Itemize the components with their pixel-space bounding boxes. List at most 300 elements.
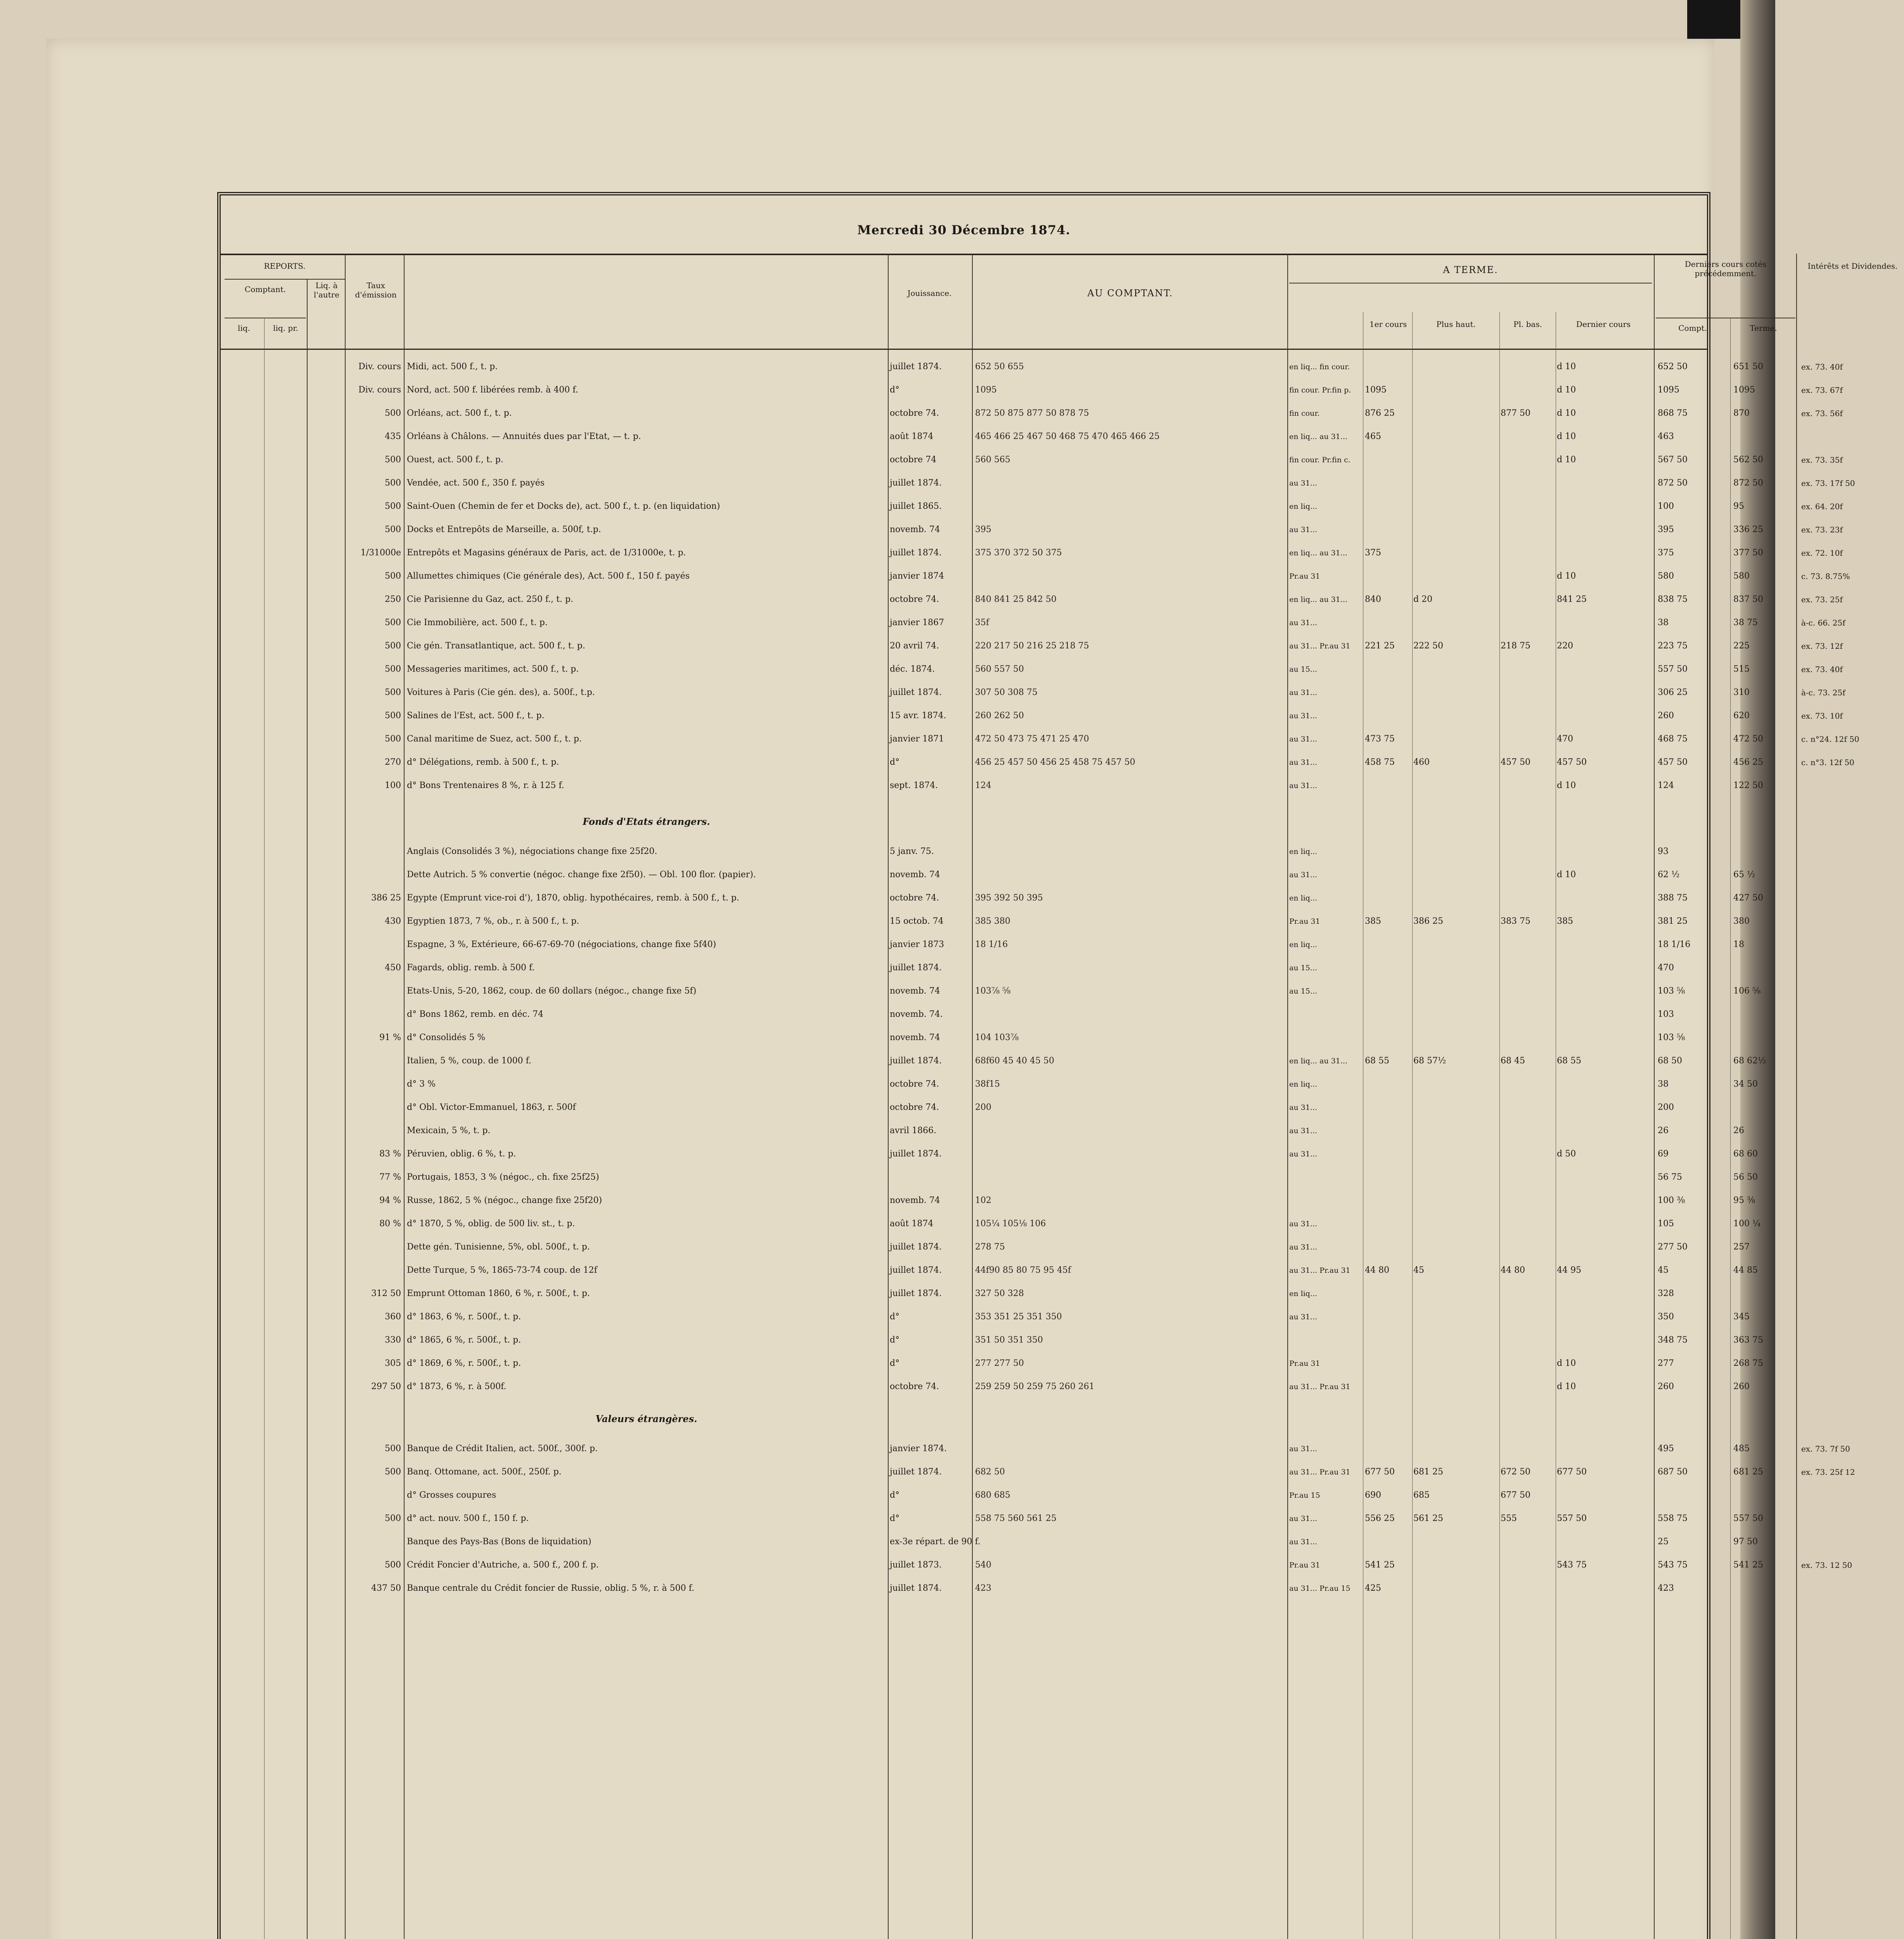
prev-terme-cell: 515 (1733, 664, 1750, 674)
security-name: d° 1870, 5 %, oblig. de 500 liv. st., t. p. (407, 1219, 575, 1229)
prev-terme-cell: 68 62½ (1733, 1056, 1766, 1066)
comptant-prices: 277 277 50 (975, 1358, 1024, 1368)
dividend-cell: ex. 73. 12f (1801, 641, 1843, 651)
table-row (221, 959, 1707, 976)
prev-comptant-cell: 495 (1658, 1444, 1674, 1453)
jouissance-cell: juillet 1874. (890, 548, 942, 558)
table-row (221, 1510, 1763, 1527)
jouissance-cell: novemb. 74 (890, 1033, 940, 1042)
security-name: Banque des Pays-Bas (Bons de liquidation) (407, 1537, 591, 1547)
security-name: Italien, 5 %, coup. de 1000 f. (407, 1056, 532, 1066)
header-dernier-cours: Dernier cours (1576, 320, 1631, 329)
taux-cell: 312 50 (371, 1289, 401, 1298)
security-name: d° act. nouv. 500 f., 150 f. p. (407, 1514, 529, 1523)
jouissance-cell: juillet 1874. (890, 1583, 942, 1593)
table-row (221, 475, 1855, 492)
header-a-terme: A TERME. (1443, 264, 1498, 275)
last-price-cell: 543 75 (1557, 1560, 1587, 1570)
jouissance-cell: juillet 1874. (890, 1149, 942, 1159)
price-table-frame (217, 192, 1898, 1939)
terme-period-label: au 31... (1289, 525, 1317, 534)
header-interets: Intérêts et Dividendes. (1807, 261, 1898, 271)
prev-terme-cell: 345 (1733, 1312, 1750, 1322)
jouissance-cell: janvier 1873 (890, 940, 944, 949)
security-name: d° 3 % (407, 1079, 436, 1089)
taux-cell: 437 50 (371, 1583, 401, 1593)
taux-cell: 500 (385, 734, 401, 744)
comptant-prices: 260 262 50 (975, 711, 1024, 721)
security-name: Allumettes chimiques (Cie générale des), Act. 500 f., 150 f. payés (407, 571, 690, 581)
jouissance-cell: 5 janv. 75. (890, 847, 934, 856)
table-row (221, 1378, 1750, 1395)
terme-period-label: au 31... Pr.au 15 (1289, 1584, 1351, 1593)
security-name: Dette Turque, 5 %, 1865-73-74 coup. de 12f (407, 1265, 597, 1275)
header-liq-pr: liq. pr. (273, 323, 298, 333)
security-name: Messageries maritimes, act. 500 f., t. p. (407, 664, 579, 674)
comptant-prices: 200 (975, 1103, 991, 1112)
prev-terme-cell: 95 ⅜ (1733, 1196, 1755, 1205)
terme-period-label: en liq... au 31... (1289, 432, 1347, 441)
table-row (221, 544, 1843, 562)
section-heading: Fonds d'Etats étrangers. (583, 816, 710, 827)
high-price-cell: 561 25 (1413, 1514, 1443, 1523)
prev-comptant-cell: 260 (1658, 711, 1674, 721)
low-price-cell: 672 50 (1501, 1467, 1530, 1477)
prev-comptant-cell: 69 (1658, 1149, 1669, 1159)
low-price-cell: 677 50 (1501, 1490, 1530, 1500)
prev-comptant-cell: 277 (1658, 1358, 1674, 1368)
comptant-prices: 327 50 328 (975, 1289, 1024, 1298)
terme-period-label: en liq... (1289, 502, 1317, 511)
terme-period-label: fin cour. Pr.fin p. (1289, 386, 1351, 394)
last-price-cell: d 10 (1557, 432, 1576, 441)
jouissance-cell: janvier 1871 (890, 734, 944, 744)
table-row (221, 1192, 1755, 1209)
last-price-cell: d 10 (1557, 455, 1576, 465)
comptant-prices: 307 50 308 75 (975, 688, 1038, 697)
comptant-prices: 220 217 50 216 25 218 75 (975, 641, 1089, 651)
low-price-cell: 877 50 (1501, 408, 1530, 418)
last-price-cell: d 10 (1557, 781, 1576, 790)
jouissance-cell: 20 avril 74. (890, 641, 939, 651)
jouissance-cell: octobre 74 (890, 455, 937, 465)
security-name: Emprunt Ottoman 1860, 6 %, r. 500f., t. p. (407, 1289, 590, 1298)
prev-terme-cell: 541 25 (1733, 1560, 1763, 1570)
taux-cell: 500 (385, 501, 401, 511)
terme-period-label: en liq... (1289, 1289, 1317, 1298)
prev-terme-cell: 257 (1733, 1242, 1750, 1252)
prev-terme-cell: 65 ½ (1733, 870, 1755, 880)
jouissance-cell: octobre 74. (890, 594, 939, 604)
taux-cell: 91 % (379, 1033, 401, 1042)
security-name: Cie Parisienne du Gaz, act. 250 f., t. p. (407, 594, 574, 604)
prev-terme-cell: 100 ¼ (1733, 1219, 1761, 1229)
first-price-cell: 541 25 (1365, 1560, 1395, 1570)
dividend-cell: à-c. 66. 25f (1801, 618, 1845, 627)
table-row (221, 358, 1843, 375)
terme-period-label: Pr.au 31 (1289, 572, 1320, 581)
first-price-cell: 876 25 (1365, 408, 1395, 418)
terme-period-label: au 31... (1289, 758, 1317, 767)
jouissance-cell: octobre 74. (890, 408, 939, 418)
high-price-cell: 222 50 (1413, 641, 1443, 651)
last-price-cell: d 10 (1557, 870, 1576, 880)
table-row (221, 913, 1750, 930)
terme-period-label: en liq... (1289, 847, 1317, 856)
comptant-prices: 1095 (975, 385, 997, 395)
taux-cell: 270 (385, 757, 401, 767)
prev-terme-cell: 44 85 (1733, 1265, 1758, 1275)
prev-comptant-cell: 103 (1658, 1009, 1674, 1019)
table-row (221, 405, 1843, 422)
jouissance-cell: juillet 1874. (890, 1056, 942, 1066)
last-price-cell: d 50 (1557, 1149, 1576, 1159)
prev-terme-cell: 336 25 (1733, 525, 1763, 534)
terme-period-label: en liq... au 31... (1289, 1057, 1347, 1065)
comptant-prices: 395 392 50 395 (975, 893, 1043, 903)
security-name: Portugais, 1853, 3 % (négoc., ch. fixe 25f25) (407, 1172, 599, 1182)
prev-terme-cell: 456 25 (1733, 757, 1763, 767)
jouissance-cell: janvier 1867 (890, 618, 944, 627)
terme-period-label: au 15... (1289, 987, 1317, 995)
terme-period-label: au 31... (1289, 1445, 1317, 1453)
prev-comptant-cell: 388 75 (1658, 893, 1688, 903)
terme-period-label: au 31... (1289, 1220, 1317, 1228)
prev-terme-cell: 557 50 (1733, 1514, 1763, 1523)
security-name: d° 1873, 6 %, r. à 500f. (407, 1382, 507, 1391)
jouissance-cell: novemb. 74 (890, 986, 940, 996)
terme-period-label: au 31... Pr.au 31 (1289, 1383, 1351, 1391)
rule-reports (225, 279, 345, 280)
comptant-prices: 560 565 (975, 455, 1010, 465)
prev-comptant-cell: 223 75 (1658, 641, 1688, 651)
table-row (221, 498, 1843, 515)
table-row (221, 684, 1845, 701)
terme-period-label: au 31... (1289, 735, 1317, 743)
prev-terme-cell: 122 50 (1733, 781, 1763, 790)
header-liq: liq. (238, 323, 250, 333)
table-row (221, 1169, 1758, 1186)
prev-comptant-cell: 423 (1658, 1583, 1674, 1593)
taux-cell: 430 (385, 916, 401, 926)
last-price-cell: 385 (1557, 916, 1573, 926)
security-name: Dette gén. Tunisienne, 5%, obl. 500f., t. p. (407, 1242, 590, 1252)
last-price-cell: 44 95 (1557, 1265, 1581, 1275)
prev-comptant-cell: 838 75 (1658, 594, 1688, 604)
prev-comptant-cell: 45 (1658, 1265, 1669, 1275)
table-row (221, 731, 1859, 748)
low-price-cell: 68 45 (1501, 1056, 1525, 1066)
table-row (221, 1533, 1758, 1550)
table-row (221, 1029, 1707, 1046)
comptant-prices: 68f60 45 40 45 50 (975, 1056, 1055, 1066)
table-row (221, 1464, 1855, 1481)
security-name: d° Obl. Victor-Emmanuel, 1863, r. 500f (407, 1103, 576, 1112)
dividend-cell: ex. 72. 10f (1801, 548, 1843, 558)
security-name: Banque de Crédit Italien, act. 500f., 300f. p. (407, 1444, 598, 1453)
taux-cell: 94 % (379, 1196, 401, 1205)
comptant-prices: 385 380 (975, 916, 1010, 926)
dividend-cell: ex. 73. 25f 12 (1801, 1467, 1855, 1477)
prev-terme-cell: 56 50 (1733, 1172, 1758, 1182)
prev-terme-cell: 26 (1733, 1126, 1744, 1135)
comptant-prices: 105¼ 105⅛ 106 (975, 1219, 1046, 1229)
terme-period-label: au 31... (1289, 1313, 1317, 1321)
table-row (221, 1487, 1707, 1504)
prev-comptant-cell: 68 50 (1658, 1056, 1682, 1066)
jouissance-cell: déc. 1874. (890, 664, 935, 674)
last-price-cell: 68 55 (1557, 1056, 1581, 1066)
prev-comptant-cell: 1095 (1658, 385, 1679, 395)
prev-comptant-cell: 260 (1658, 1382, 1674, 1391)
prev-terme-cell: 363 75 (1733, 1335, 1763, 1345)
table-row (221, 661, 1843, 678)
prev-terme-cell: 310 (1733, 688, 1750, 697)
taux-cell: 77 % (379, 1172, 401, 1182)
comptant-prices: 35f (975, 618, 989, 627)
prev-terme-cell: 97 50 (1733, 1537, 1758, 1547)
last-price-cell: 220 (1557, 641, 1573, 651)
prev-terme-cell: 38 75 (1733, 618, 1758, 627)
prev-terme-cell: 562 50 (1733, 455, 1763, 465)
prev-terme-cell: 268 75 (1733, 1358, 1763, 1368)
taux-cell: 500 (385, 408, 401, 418)
prev-terme-cell: 18 (1733, 940, 1744, 949)
jouissance-cell: novemb. 74. (890, 1009, 943, 1019)
security-name: d° Bons Trentenaires 8 %, r. à 125 f. (407, 781, 564, 790)
terme-period-label: au 31... (1289, 781, 1317, 790)
comptant-prices: 680 685 (975, 1490, 1010, 1500)
comptant-prices: 465 466 25 467 50 468 75 470 465 466 25 (975, 432, 1160, 441)
table-row (221, 1557, 1852, 1574)
terme-period-label: au 31... (1289, 619, 1317, 627)
prev-terme-cell: 260 (1733, 1382, 1750, 1391)
table-row (221, 1099, 1707, 1116)
security-name: Saint-Ouen (Chemin de fer et Docks de), act. 500 f., t. p. (en liquidation) (407, 501, 720, 511)
prev-comptant-cell: 348 75 (1658, 1335, 1688, 1345)
taux-cell: 500 (385, 1514, 401, 1523)
taux-cell: 500 (385, 711, 401, 721)
prev-terme-cell: 620 (1733, 711, 1750, 721)
terme-period-label: au 31... (1289, 871, 1317, 879)
last-price-cell: d 10 (1557, 385, 1576, 395)
security-name: Fagards, oblig. remb. à 500 f. (407, 963, 535, 973)
prev-comptant-cell: 56 75 (1658, 1172, 1682, 1182)
first-price-cell: 221 25 (1365, 641, 1395, 651)
table-row (221, 568, 1850, 585)
terme-period-label: au 31... (1289, 712, 1317, 720)
security-name: Etats-Unis, 5-20, 1862, coup. de 60 dollars (négoc., change fixe 5f) (407, 986, 697, 996)
high-price-cell: d 20 (1413, 594, 1433, 604)
security-name: d° Délégations, remb. à 500 f., t. p. (407, 757, 559, 767)
security-name: Docks et Entrepôts de Marseille, a. 500f, t.p. (407, 525, 601, 534)
prev-terme-cell: 837 50 (1733, 594, 1763, 604)
jouissance-cell: novemb. 74 (890, 870, 940, 880)
security-name: Midi, act. 500 f., t. p. (407, 362, 498, 372)
security-name: Mexicain, 5 %, t. p. (407, 1126, 491, 1135)
last-price-cell: d 10 (1557, 1358, 1576, 1368)
dividend-cell: ex. 73. 35f (1801, 455, 1843, 465)
jouissance-cell: avril 1866. (890, 1126, 937, 1135)
header-terme: Terme. (1750, 323, 1777, 333)
jouissance-cell: d° (890, 1335, 900, 1345)
col-rule (1796, 254, 1797, 1939)
comptant-prices: 44f90 85 80 75 95 45f (975, 1265, 1071, 1275)
low-price-cell: 555 (1501, 1514, 1517, 1523)
security-name: Entrepôts et Magasins généraux de Paris, act. de 1/31000e, t. p. (407, 548, 686, 558)
prev-comptant-cell: 25 (1658, 1537, 1669, 1547)
dividend-cell: ex. 73. 67f (1801, 385, 1843, 395)
terme-period-label: Pr.au 31 (1289, 1561, 1320, 1569)
table-row (221, 1146, 1758, 1163)
comptant-prices: 278 75 (975, 1242, 1005, 1252)
taux-cell: 305 (385, 1358, 401, 1368)
prev-comptant-cell: 124 (1658, 781, 1674, 790)
taux-cell: 500 (385, 525, 401, 534)
prev-comptant-cell: 468 75 (1658, 734, 1688, 744)
jouissance-cell: août 1874 (890, 1219, 934, 1229)
page-title: Mercredi 30 Décembre 1874. (857, 223, 1070, 237)
security-name: Orléans à Châlons. — Annuités dues par l'Etat, — t. p. (407, 432, 641, 441)
comptant-prices: 872 50 875 877 50 878 75 (975, 408, 1089, 418)
last-price-cell: d 10 (1557, 1382, 1576, 1391)
terme-period-label: au 31... Pr.au 31 (1289, 1266, 1351, 1275)
table-row (221, 382, 1843, 399)
jouissance-cell: juillet 1874. (890, 963, 942, 973)
prev-terme-cell: 870 (1733, 408, 1750, 418)
terme-period-label: au 31... (1289, 1127, 1317, 1135)
jouissance-cell: janvier 1874 (890, 571, 944, 581)
comptant-prices: 103⅞ ⅝ (975, 986, 1011, 996)
prev-terme-cell: 377 50 (1733, 548, 1763, 558)
terme-period-label: au 31... (1289, 688, 1317, 697)
dividend-cell: ex. 64. 20f (1801, 502, 1843, 511)
security-name: Cie Immobilière, act. 500 f., t. p. (407, 618, 548, 627)
taux-cell: 297 50 (371, 1382, 401, 1391)
jouissance-cell: janvier 1874. (890, 1444, 947, 1453)
terme-period-label: en liq... (1289, 940, 1317, 949)
header-compt: Compt. (1678, 323, 1707, 333)
jouissance-cell: juillet 1874. (890, 1265, 942, 1275)
last-price-cell: 677 50 (1557, 1467, 1587, 1477)
taux-cell: 500 (385, 571, 401, 581)
high-price-cell: 386 25 (1413, 916, 1443, 926)
table-row (221, 866, 1755, 883)
security-name: Banq. Ottomane, act. 500f., 250f. p. (407, 1467, 562, 1477)
security-name: Russe, 1862, 5 % (négoc., change fixe 25f20) (407, 1196, 602, 1205)
dividend-cell: c. 73. 8.75% (1801, 572, 1850, 581)
security-name: Péruvien, oblig. 6 %, t. p. (407, 1149, 516, 1159)
prev-comptant-cell: 652 50 (1658, 362, 1688, 372)
last-price-cell: 457 50 (1557, 757, 1587, 767)
comptant-prices: 540 (975, 1560, 991, 1570)
prev-terme-cell: 485 (1733, 1444, 1750, 1453)
prev-terme-cell: 1095 (1733, 385, 1755, 395)
prev-terme-cell: 427 50 (1733, 893, 1763, 903)
jouissance-cell: d° (890, 1312, 900, 1322)
comptant-prices: 353 351 25 351 350 (975, 1312, 1062, 1322)
prev-comptant-cell: 381 25 (1658, 916, 1688, 926)
jouissance-cell: d° (890, 1514, 900, 1523)
prev-comptant-cell: 567 50 (1658, 455, 1688, 465)
terme-period-label: au 31... (1289, 1538, 1317, 1546)
table-row (221, 1239, 1750, 1256)
header-jouissance: Jouissance. (907, 289, 952, 298)
table-row (221, 1262, 1758, 1279)
security-name: d° Consolidés 5 % (407, 1033, 486, 1042)
high-price-cell: 45 (1413, 1265, 1424, 1275)
comptant-prices: 682 50 (975, 1467, 1005, 1477)
header-taux: Taux d'émission (355, 281, 397, 299)
jouissance-cell: août 1874 (890, 432, 934, 441)
terme-period-label: au 31... (1289, 479, 1317, 487)
table-row (221, 614, 1845, 631)
prev-terme-cell: 472 50 (1733, 734, 1763, 744)
dividend-cell: ex. 73. 25f (1801, 595, 1843, 604)
jouissance-cell: octobre 74. (890, 1382, 939, 1391)
jouissance-cell: octobre 74. (890, 1103, 939, 1112)
comptant-prices: 38f15 (975, 1079, 1000, 1089)
prev-terme-cell: 580 (1733, 571, 1750, 581)
taux-cell: Div. cours (358, 385, 401, 395)
prev-comptant-cell: 557 50 (1658, 664, 1688, 674)
prev-comptant-cell: 580 (1658, 571, 1674, 581)
high-price-cell: 681 25 (1413, 1467, 1443, 1477)
security-name: Orléans, act. 500 f., t. p. (407, 408, 512, 418)
jouissance-cell: d° (890, 757, 900, 767)
header-liq-a-lautre: Liq. à l'autre (313, 281, 340, 299)
security-name: d° Grosses coupures (407, 1490, 496, 1500)
prev-terme-cell: 380 (1733, 916, 1750, 926)
table-row (221, 843, 1707, 860)
terme-period-label: au 31... (1289, 1150, 1317, 1158)
comptant-prices: 840 841 25 842 50 (975, 594, 1057, 604)
table-row (221, 1440, 1850, 1457)
taux-cell: 330 (385, 1335, 401, 1345)
low-price-cell: 383 75 (1501, 916, 1530, 926)
table-row (221, 1215, 1761, 1232)
header-plus-haut: Plus haut. (1436, 320, 1476, 329)
dividend-cell: à-c. 73. 25f (1801, 688, 1845, 697)
comptant-prices: 472 50 473 75 471 25 470 (975, 734, 1089, 744)
low-price-cell: 457 50 (1501, 757, 1530, 767)
terme-period-label: au 31... Pr.au 31 (1289, 1468, 1351, 1476)
high-price-cell: 68 57½ (1413, 1056, 1446, 1066)
dividend-cell: ex. 73. 7f 50 (1801, 1444, 1850, 1453)
table-row (221, 777, 1763, 794)
jouissance-cell: 15 avr. 1874. (890, 711, 946, 721)
jouissance-cell: 15 octob. 74 (890, 916, 944, 926)
taux-cell: 500 (385, 478, 401, 488)
low-price-cell: 44 80 (1501, 1265, 1525, 1275)
taux-cell: 500 (385, 688, 401, 697)
last-price-cell: d 10 (1557, 362, 1576, 372)
terme-period-label: au 31... Pr.au 31 (1289, 642, 1351, 650)
terme-period-label: fin cour. Pr.fin c. (1289, 456, 1351, 464)
terme-period-label: fin cour. (1289, 409, 1320, 418)
table-row (221, 638, 1843, 655)
prev-comptant-cell: 306 25 (1658, 688, 1688, 697)
header-reports: REPORTS. (264, 261, 306, 271)
prev-comptant-cell: 277 50 (1658, 1242, 1688, 1252)
dividend-cell: ex. 73. 17f 50 (1801, 479, 1855, 488)
prev-comptant-cell: 100 ⅜ (1658, 1196, 1685, 1205)
prev-comptant-cell: 26 (1658, 1126, 1669, 1135)
taux-cell: 80 % (379, 1219, 401, 1229)
security-name: Voitures à Paris (Cie gén. des), a. 500f., t.p. (407, 688, 595, 697)
jouissance-cell: octobre 74. (890, 893, 939, 903)
prev-comptant-cell: 463 (1658, 432, 1674, 441)
